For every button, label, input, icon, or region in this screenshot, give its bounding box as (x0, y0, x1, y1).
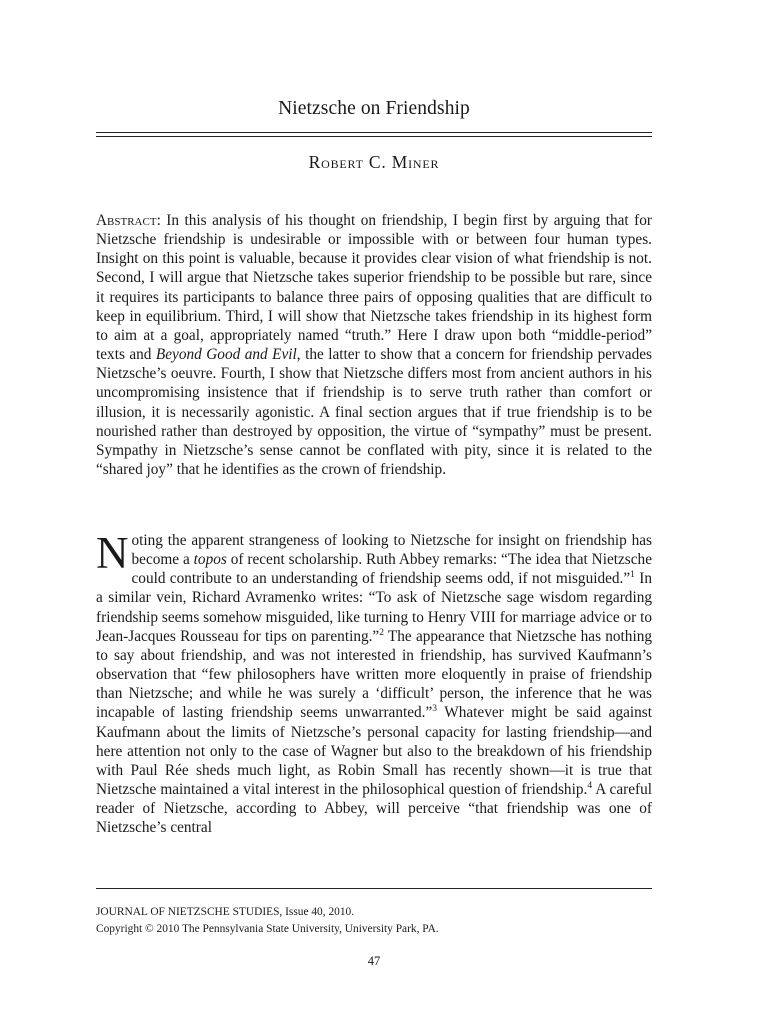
drop-cap: N (96, 528, 129, 578)
body-text-6: A careful reader of Nietzsche, according to Abbey, will perceive “that friendship was one of Nietzsche’s central (96, 781, 652, 837)
body-italic-topos: topos (193, 551, 227, 569)
abstract-paragraph (96, 211, 652, 479)
article-title: Nietzsche on Friendship (278, 98, 470, 119)
footnote-ref-2[interactable]: 2 (379, 627, 384, 638)
copyright-line: Copyright © 2010 The Pennsylvania State University, University Park, PA. (96, 923, 439, 935)
page-number: 47 (367, 954, 381, 968)
title-double-rule (96, 132, 652, 137)
journal-citation: JOURNAL OF NIETZSCHE STUDIES, Issue 40, 2010. (96, 906, 355, 918)
footer-block (96, 904, 652, 938)
body-text-4: The appearance that Nietzsche has nothing to say about friendship, and was not interested in friendship, has survived Kaufmann’s observation that “few philosophers have written more eloquently in praise of friendship than Nietzsche; and while he was surely a ‘difficult’ person, the inference that he was incapable of lasting friendship seems unwarranted.” (96, 627, 653, 722)
body-text-2: of recent scholarship. Ruth Abbey remarks: “The idea that Nietzsche could contribute to an understanding of friendship seems odd, if not misguided.” (131, 551, 652, 588)
body-text-3: In a similar vein, Richard Avramenko writes: “To ask of Nietzsche sage wisdom regarding friendship seems somehow misguided, like turning to Henry VIII for marriage advice or to Jean-Jacques Rousseau for tips on parenting.” (96, 570, 652, 645)
abstract-label: Abstract (96, 212, 157, 229)
footnote-ref-3[interactable]: 3 (432, 704, 438, 715)
abstract-book-title: Beyond Good and Evil (155, 346, 297, 364)
footnote-ref-1[interactable]: 1 (630, 570, 635, 581)
article-author: Robert C. Miner (308, 152, 440, 172)
abstract-text-part1: : In this analysis of his thought on friendship, I begin first by arguing that for Nietzsche friendship is undesirable or impossible with or between four human types. Insight on this point is valuable, because it provides clear vision of what friendship is not. Second, I will argue that Nietzsche takes superior friendship to be possible but rare, since it requires its participants to balance three pairs of opposing qualities that are difficult to keep in equilibrium. Third, I will show that Nietzsche takes friendship in its highest form to aim at a goal, appropriately named “truth.” Here I draw upon both “middle-period” texts and (96, 212, 652, 364)
body-text-5: Whatever might be said against Kaufmann about the limits of Nietzsche’s personal capacity for lasting friendship—and here attention not only to the case of Wagner but also to the breakdown of his friendship with Paul Rée sheds much light, as Robin Small has recently shown—it is true that Nietzsche maintained a vital interest in the philosophical question of friendship. (96, 704, 652, 799)
body-paragraph (96, 528, 653, 838)
footnote-ref-4[interactable]: 4 (587, 781, 593, 792)
abstract-text-part2: , the latter to show that a concern for friendship pervades Nietzsche’s oeuvre. Fourth, I show that Nietzsche differs most from ancient authors in his uncompromising insistence that if friendship is to serve truth rather than comfort or illusion, it is necessarily agonistic. A final section argues that if true friendship is to be nourished rather than destroyed by opposition, the virtue of “sympathy” must be present. Sympathy in Nietzsche’s sense cannot be conflated with pity, since it is related to the “shared joy” that he identifies as the crown of friendship. (96, 346, 652, 479)
body-text-1: oting the apparent strangeness of looking to Nietzsche for insight on friendship has become a (131, 532, 652, 569)
footer-rule (96, 888, 652, 889)
